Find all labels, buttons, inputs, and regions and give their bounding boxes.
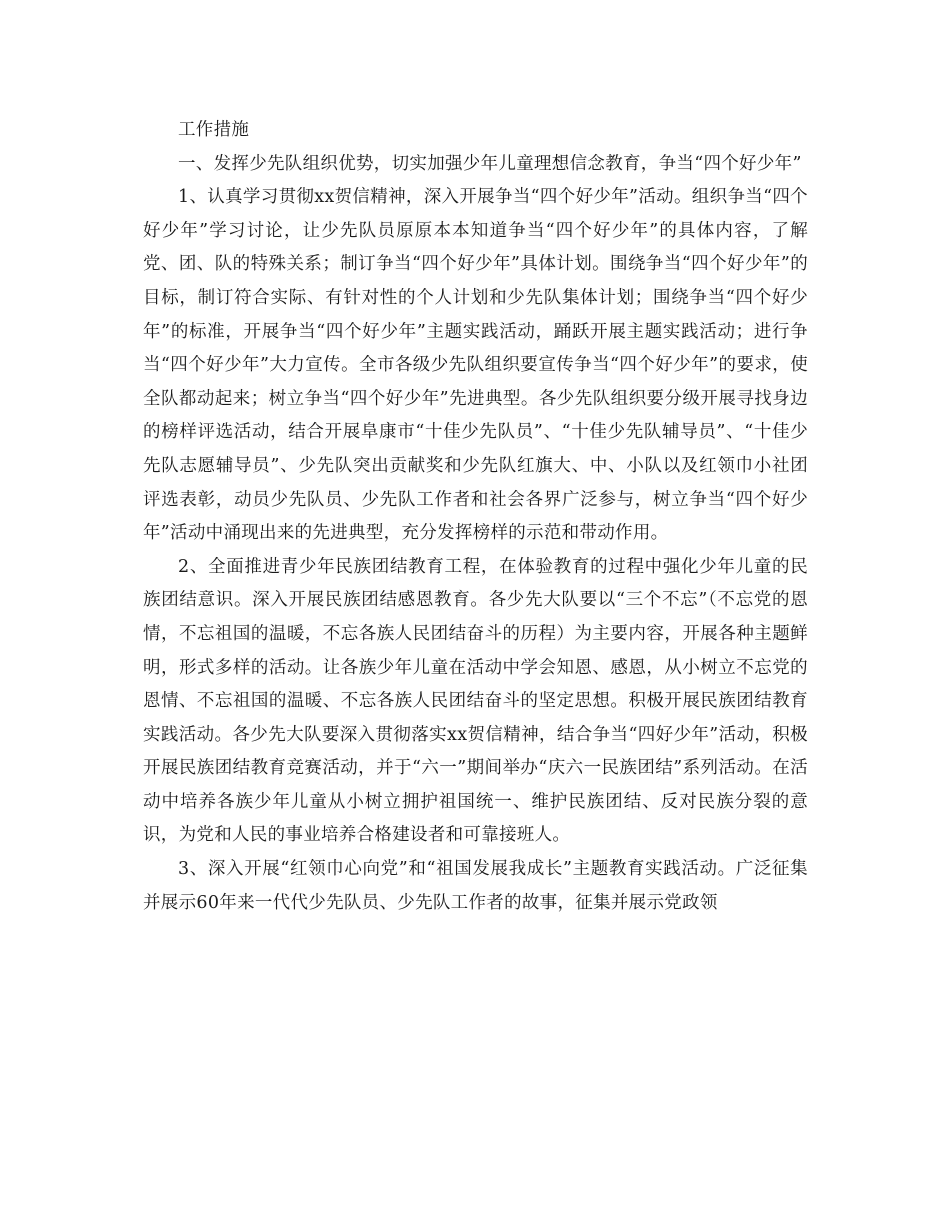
section-heading: 工作措施 <box>178 120 250 140</box>
paragraph-goal-one: 一、发挥少先队组织优势，切实加强少年儿童理想信念教育，争当“四个好少年” <box>178 153 802 174</box>
paragraph-item-one: 1、认真学习贯彻xx贺信精神，深入开展争当“四个好少年”活动。组织争当“四个好少年”学习讨论，让少先队员原原本本知道争当“四个好少年”的具体内容，了解党、团、队的特殊关系；制订争当“四个好少年”具体计划。围绕争当“四个好少年”的目标，制订符合实际、有针对性的个人计划和少先队集体计划；围绕争当“四个好少年”的标准，开展争当“四个好少年”主题实践活动，踊跃开展主题实践活动；进行争当“四个好少年”大力宣传。全市各级少先队组织要宣传争当“四个好少年”的要求，使全队都动起来；树立争当“四个好少年”先进典型。各少先队组织要分级开展寻找身边的榜样评选活动，结合开展阜康市“十佳少先队员”、“十佳少先队辅导员”、“十佳少先队志愿辅导员”、少先队突出贡献奖和少先队红旗大、中、小队以及红领巾小社团评选表彰，动员少先队员、少先队工作者和社会各界广泛参与，树立争当“四个好少年”活动中涌现出来的先进典型，充分发挥榜样的示范和带动作用。 <box>143 187 808 544</box>
paragraph-item-two: 2、全面推进青少年民族团结教育工程，在体验教育的过程中强化少年儿童的民族团结意识。深入开展民族团结感恩教育。各少先大队要以“三个不忘”（不忘党的恩情，不忘祖国的温暖，不忘各族人民团结奋斗的历程）为主要内容，开展各种主题鲜明，形式多样的活动。让各族少年儿童在活动中学会知恩、感恩，从小树立不忘党的恩情、不忘祖国的温暖、不忘各族人民团结奋斗的坚定思想。积极开展民族团结教育实践活动。各少先大队要深入贯彻落实xx贺信精神，结合争当“四好少年”活动，积极开展民族团结教育竞赛活动，并于“六一”期间举办“庆六一民族团结”系列活动。在活动中培养各族少年儿童从小树立拥护祖国统一、维护民族团结、反对民族分裂的意识，为党和人民的事业培养合格建设者和可靠接班人。 <box>143 556 808 846</box>
document-body <box>143 114 808 920</box>
paragraph-item-three: 3、深入开展“红领巾心向党”和“祖国发展我成长”主题教育实践活动。广泛征集并展示60年来一代代少先队员、少先队工作者的故事，征集并展示党政领 <box>143 859 808 913</box>
